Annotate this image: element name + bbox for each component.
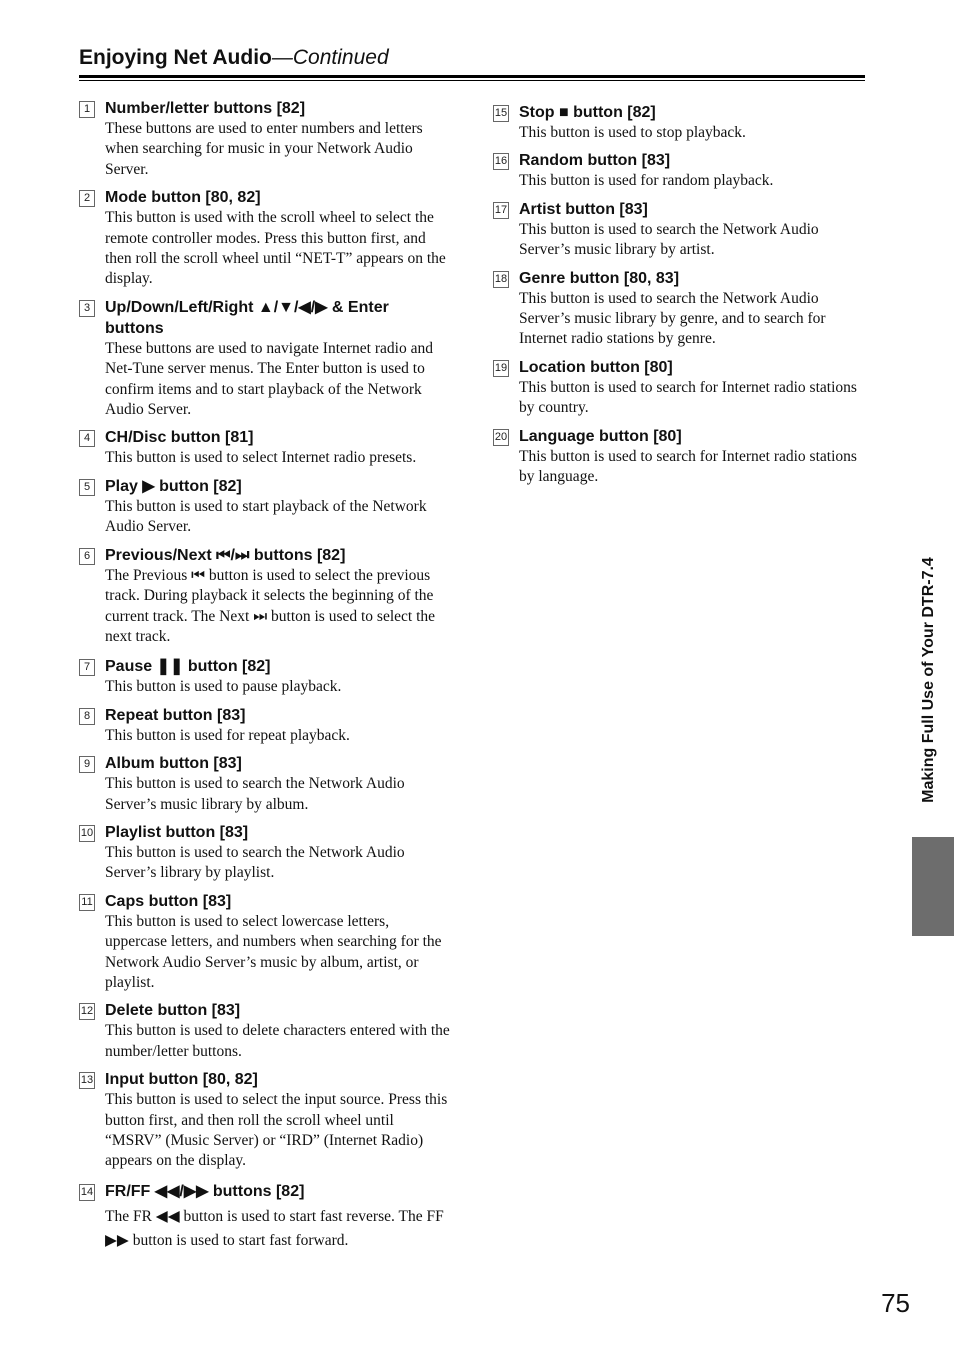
item-title: Language button [80]: [519, 427, 682, 445]
item-number: 1: [79, 101, 95, 118]
item-description: This button is used to stop playback.: [519, 124, 746, 141]
item-title: Random button [83]: [519, 152, 671, 170]
item-description: This button is used to pause playback.: [105, 678, 342, 696]
list-item: [493, 150, 859, 191]
item-title: Stop ■ button [82]: [519, 104, 656, 121]
item-description: These buttons are used to enter numbers and letters when searching for music in your Network Audio Server.: [105, 120, 423, 178]
list-item: [79, 656, 451, 697]
item-description: The Previous ⏮ button is used to select the previous track. During playback it selects the beginning of the current track. The Next ⏭ button is used to select the next track.: [105, 566, 436, 645]
list-item: [493, 102, 859, 143]
item-title: Album button [83]: [105, 755, 242, 773]
item-title: Up/Down/Left/Right ▲/▼/◀/▶ & Enter buttons: [105, 298, 389, 337]
item-description: This button is used to search for Internet radio stations by language.: [519, 447, 857, 486]
page-header: [79, 44, 865, 72]
list-item: [79, 476, 451, 538]
item-number: 13: [79, 1072, 95, 1089]
item-description: These buttons are used to navigate Internet radio and Net-Tune server menus. The Enter button is used to confirm items and to start playback of the Network Audio Server.: [105, 339, 433, 419]
list-item: [79, 891, 451, 994]
item-description: This button is used to search the Network Audio Server’s music library by album.: [105, 775, 405, 813]
item-description: This button is used to start playback of the Network Audio Server.: [105, 497, 427, 536]
item-title: Play ▶ button [82]: [105, 477, 242, 495]
list-item: [493, 268, 859, 350]
item-description: This button is used to search the Network Audio Server’s music library by genre, and to search for Internet radio stations by genre.: [519, 289, 826, 348]
sidebar-tab: [912, 837, 954, 936]
item-description: This button is used to search the Network Audio Server’s library by playlist.: [105, 843, 405, 882]
item-title: Genre button [80, 83]: [519, 269, 680, 287]
item-description: This button is used to delete characters entered with the number/letter buttons.: [105, 1022, 450, 1060]
list-item: [493, 357, 859, 419]
list-item: [79, 753, 451, 815]
item-description: This button is used to select the input source. Press this button first, and then roll the scroll wheel until “MSRV” (Music Server) or “IRD” (Internet Radio) appears on the display.: [105, 1091, 448, 1170]
item-description: This button is used with the scroll wheel to select the remote controller modes. Press this button first, and then roll the scroll wheel until “NET-T” appears on the display.: [105, 209, 446, 288]
page-title: [79, 44, 865, 72]
item-title: Playlist button [83]: [105, 823, 249, 841]
item-number: 9: [79, 756, 95, 773]
item-number: 10: [79, 825, 95, 842]
item-title: Number/letter buttons [82]: [105, 100, 306, 117]
list-item: [79, 187, 451, 290]
list-item: [79, 297, 451, 421]
item-number: 12: [79, 1003, 95, 1020]
list-item: [79, 98, 451, 180]
item-title: Pause ❚❚ button [82]: [105, 658, 271, 676]
item-title: Previous/Next ⏮/⏭ buttons [82]: [105, 546, 346, 564]
item-description: This button is used for random playback.: [519, 172, 774, 190]
list-item: [79, 705, 451, 746]
continued-label: —Continued: [271, 46, 389, 69]
item-number: 15: [493, 105, 509, 122]
list-item: [79, 822, 451, 884]
item-title: Mode button [80, 82]: [105, 189, 261, 207]
page-number: 75: [881, 1288, 910, 1318]
header-rule-thin: [79, 80, 865, 81]
list-item: [79, 427, 451, 468]
item-number: 3: [79, 300, 95, 317]
item-title: Artist button [83]: [519, 200, 648, 218]
item-description: This button is used to select Internet radio presets.: [105, 449, 417, 467]
right-column: [493, 102, 859, 487]
item-number: 17: [493, 202, 509, 219]
item-description: This button is used to select lowercase letters, uppercase letters, and numbers when searching for the Network Audio Server’s music by album, artist, or playlist.: [105, 912, 442, 991]
section-title: Enjoying Net Audio: [79, 46, 272, 69]
item-number: 7: [79, 659, 95, 676]
item-title: Input button [80, 82]: [105, 1071, 258, 1089]
item-title: CH/Disc button [81]: [105, 429, 254, 447]
item-description: This button is used to search the Network Audio Server’s music library by artist.: [519, 220, 819, 259]
item-number: 5: [79, 479, 95, 496]
item-number: 6: [79, 548, 95, 565]
item-title: Caps button [83]: [105, 892, 232, 910]
list-item: [493, 426, 859, 488]
list-item: [493, 199, 859, 261]
sidebar-label-text: Making Full Use of Your DTR-7.4: [920, 557, 937, 803]
item-description: This button is used for repeat playback.: [105, 726, 350, 744]
item-number: 4: [79, 430, 95, 447]
item-number: 8: [79, 708, 95, 725]
item-title: Delete button [83]: [105, 1002, 241, 1020]
item-title: Repeat button [83]: [105, 706, 246, 724]
list-item: [79, 545, 451, 648]
item-title: FR/FF ◀◀/▶▶ buttons [82]: [105, 1182, 305, 1200]
left-column: [79, 98, 451, 1253]
item-number: 11: [79, 894, 95, 911]
list-item: [79, 1181, 451, 1253]
header-rule-thick: [79, 75, 865, 78]
item-number: 14: [79, 1184, 95, 1201]
item-number: 19: [493, 360, 509, 377]
item-description: This button is used to search for Internet radio stations by country.: [519, 378, 857, 417]
item-number: 2: [79, 190, 95, 207]
item-title: Location button [80]: [519, 358, 673, 376]
list-item: [79, 1069, 451, 1172]
item-description: The FR ◀◀ button is used to start fast reverse. The FF ▶▶ button is used to start fast forward.: [105, 1207, 444, 1249]
item-number: 16: [493, 153, 509, 170]
item-number: 18: [493, 271, 509, 288]
list-item: [79, 1000, 451, 1062]
item-number: 20: [493, 429, 509, 446]
